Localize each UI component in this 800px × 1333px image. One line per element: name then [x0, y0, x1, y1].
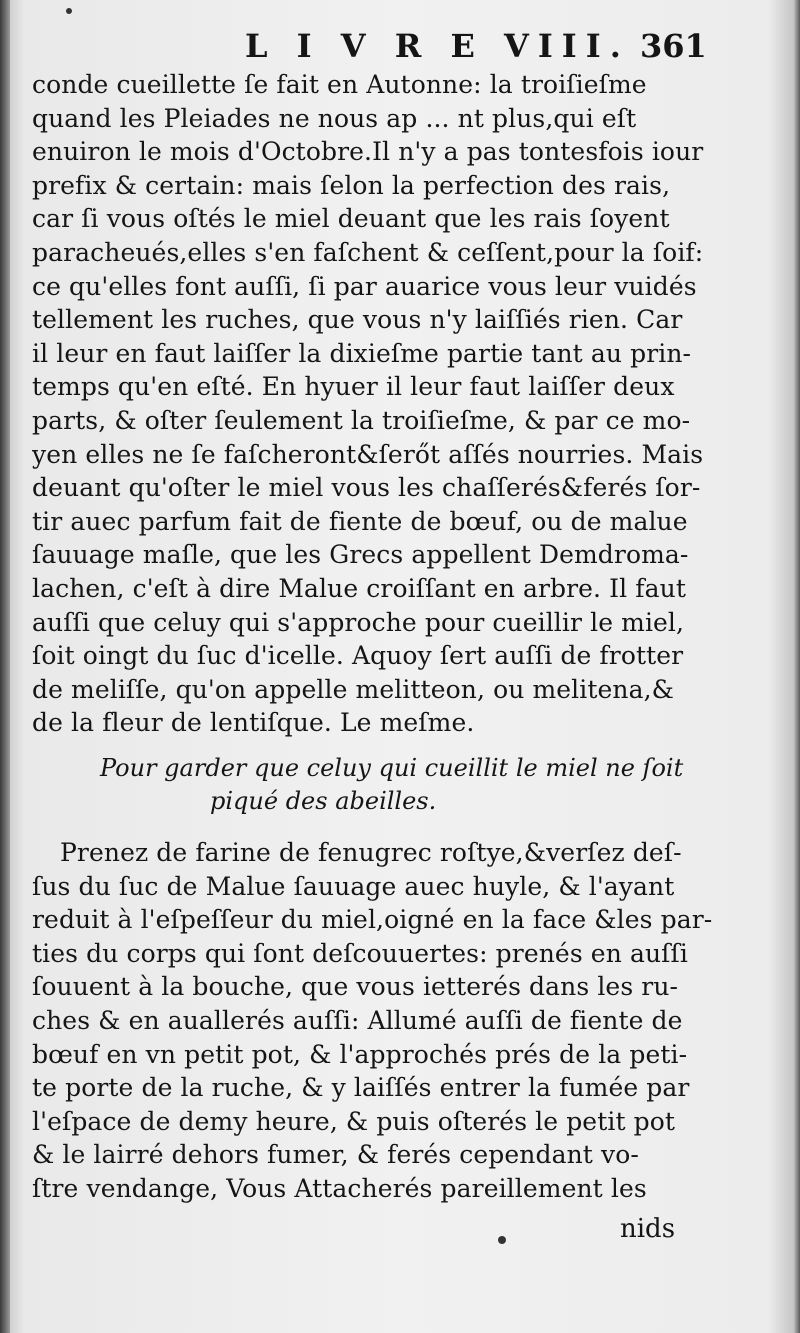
text-line: te porte de la ruche, & y laiſſés entrer la fumée par	[32, 1073, 690, 1103]
running-head	[0, 26, 800, 66]
text-line: tir auec parfum fait de fiente de bœuf, ou de malue	[32, 506, 688, 536]
running-title: L I V R E VIII.	[245, 27, 630, 65]
text-line: deuant qu'oſter le miel vous les chaſſerés&ferés ſor-	[32, 473, 701, 503]
page-right-edge	[794, 0, 800, 1333]
text-line: tellement les ruches, que vous n'y laiſſiés rien. Car	[32, 305, 683, 335]
text-line: & le lairré dehors fumer, & ferés cependant vo-	[32, 1140, 639, 1170]
text-line: ſouuent à la bouche, que vous ietterés dans les ru-	[32, 972, 679, 1002]
text-line: de meliſſe, qu'on appelle melitteon, ou melitena,&	[32, 674, 675, 704]
section-text-block	[32, 836, 752, 1206]
text-line: yen elles ne ſe faſcheront&ſerőt aſſés nourries. Mais	[32, 439, 704, 469]
text-line: car ſi vous oſtés le miel deuant que les rais ſoyent	[32, 204, 670, 234]
page-left-edge	[0, 0, 10, 1333]
text-line: de la fleur de lentiſque. Le meſme.	[32, 708, 475, 738]
text-line: quand les Pleiades ne nous ap ... nt plus,qui eſt	[32, 103, 637, 133]
text-line: l'eſpace de demy heure, & puis oſterés le petit pot	[32, 1106, 676, 1136]
heading-line: Pour garder que celuy qui cueillit le miel ne ſoit	[100, 754, 684, 782]
text-line: ties du corps qui ſont deſcouuertes: prenés en auſſi	[32, 938, 688, 968]
text-line: prefix & certain: mais ſelon la perfection des rais,	[32, 170, 671, 200]
page-number: 361	[640, 27, 707, 65]
text-line: ſauuage maſle, que les Grecs appellent Demdroma-	[32, 540, 689, 570]
ink-speck	[498, 1236, 506, 1244]
text-line: ſtre vendange, Vous Attacherés pareillement les	[32, 1173, 647, 1203]
text-line: ce qu'elles font auſſi, ſi par auarice vous leur vuidés	[32, 271, 697, 301]
text-line: lachen, c'eſt à dire Malue croiſſant en arbre. Il faut	[32, 573, 686, 603]
text-line: enuiron le mois d'Octobre.Il n'y a pas tontesfois iour	[32, 137, 704, 167]
text-line: conde cueillette ſe fait en Autonne: la troiſieſme	[32, 70, 647, 99]
text-line: reduit à l'eſpeſſeur du miel,oigné en la face &les par-	[32, 905, 713, 935]
text-line: auſſi que celuy qui s'approche pour cueillir le miel,	[32, 607, 685, 637]
section-heading	[100, 752, 700, 818]
text-line: temps qu'en eſté. En hyuer il leur faut laiſſer deux	[32, 372, 675, 402]
text-line: ſus du ſuc de Malue ſauuage auec huyle, & l'ayant	[32, 871, 675, 901]
main-text-block	[32, 68, 752, 740]
heading-line: piqué des abeilles.	[210, 787, 437, 815]
text-line: il leur en faut laiſſer la dixieſme partie tant au prin-	[32, 338, 692, 368]
ink-speck	[66, 8, 72, 14]
text-line: ches & en auallerés auſſi: Allumé auſſi de fiente de	[32, 1005, 683, 1035]
text-line: parts, & oſter ſeulement la troiſieſme, & par ce mo-	[32, 405, 691, 435]
catchword: nids	[620, 1214, 676, 1244]
text-line: bœuf en vn petit pot, & l'approchés prés de la peti-	[32, 1039, 688, 1069]
text-line: paracheués,elles s'en faſchent & ceſſent,pour la ſoif:	[32, 237, 704, 267]
text-line: ſoit oingt du ſuc d'icelle. Aquoy ſert auſſi de frotter	[32, 641, 684, 671]
text-line: Prenez de farine de fenugrec roſtye,&verſez deſ-	[60, 838, 682, 867]
